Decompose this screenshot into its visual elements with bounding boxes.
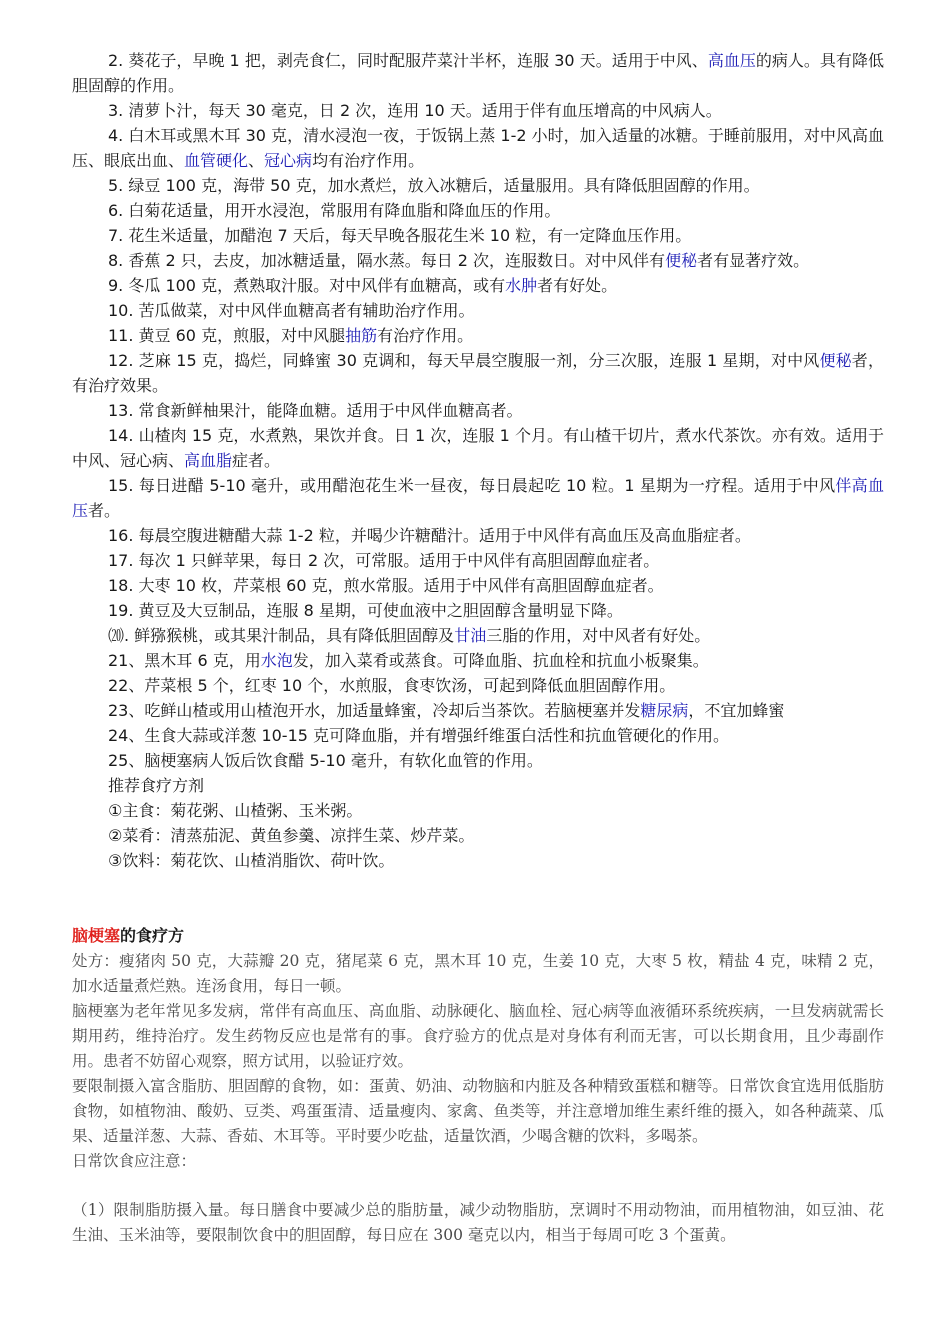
remedy-text: 有治疗作用。 [377,326,474,345]
remedy-item [72,523,884,548]
term-link[interactable]: 伴高血压 [72,476,884,520]
remedy-text: 16. 每晨空腹进糖醋大蒜 1-2 粒，并喝少许糖醋汁。适用于中风伴有高血压及高血脂症者。 [108,526,751,545]
remedy-text: 者，有治疗效果。 [72,351,884,395]
remedy-item [72,248,884,273]
recommend-item-drink: ③饮料：菊花饮、山楂消脂饮、荷叶饮。 [108,851,395,870]
document-page [72,48,884,1248]
remedy-text: 的病人。具有降低胆固醇的作用。 [72,51,884,95]
recommend-heading: 推荐食疗方剂 [108,776,205,795]
term-link[interactable]: 甘油 [454,626,487,645]
remedy-text: 三脂的作用，对中风者有好处。 [486,626,711,645]
section-title-rest: 的食疗方 [120,926,185,945]
remedy-text: 14. 山楂肉 15 克，水煮熟，果饮并食。日 1 次，连服 1 个月。有山楂干切片，煮水代茶饮。亦有效。适用于中风、冠心病、 [72,426,884,470]
remedy-item [72,173,884,198]
remedy-item [72,348,884,398]
diet-advice-paragraph: 要限制摄入富含脂肪、胆固醇的食物，如：蛋黄、奶油、动物脑和内脏及各种精致蛋糕和糖等。日常饮食宜选用低脂肪食物，如植物油、酸奶、豆类、鸡蛋蛋清、适量瘦肉、家禽、鱼类等，并注意增加维生素纤维的摄入，如各种蔬菜、瓜果、适量洋葱、大蒜、香茹、木耳等。平时要少吃盐，适量饮酒，少喝含糖的饮料，多喝茶。 [72,1077,884,1145]
remedy-item [72,98,884,123]
remedy-text: 13. 常食新鲜柚果汁，能降血糖。适用于中风伴血糖高者。 [108,401,523,420]
remedy-item [72,548,884,573]
remedy-item [72,573,884,598]
term-link[interactable]: 水肿 [505,276,538,295]
remedy-text: 、 [248,151,265,170]
remedy-item [72,673,884,698]
remedy-text: 症者。 [232,451,281,470]
recommend-item-dish: ②菜肴：清蒸茄泥、黄鱼参羹、凉拌生菜、炒芹菜。 [108,826,475,845]
remedy-item [72,723,884,748]
remedy-item [72,648,884,673]
term-link[interactable]: 便秘 [665,251,698,270]
remedy-text: 均有治疗作用。 [312,151,425,170]
prescription-paragraph: 处方：瘦猪肉 50 克，大蒜瓣 20 克，猪尾菜 6 克，黑木耳 10 克，生姜 10 克，大枣 5 枚，精盐 4 克，味精 2 克，加水适量煮烂熟。连汤食用，每日一顿。 [72,952,884,995]
remedy-text: 22、芹菜根 5 个，红枣 10 个，水煎服，食枣饮汤，可起到降低血胆固醇作用。 [108,676,676,695]
remedy-item [72,323,884,348]
remedy-item [72,398,884,423]
remedy-text: 24、生食大蒜或洋葱 10-15 克可降血脂，并有增强纤维蛋白活性和抗血管硬化的作用。 [108,726,730,745]
remedy-text: 12. 芝麻 15 克，捣烂，同蜂蜜 30 克调和，每天早晨空腹服一剂，分三次服，连服 1 星期，对中风 [108,351,820,370]
remedy-text: 9. 冬瓜 100 克，煮熟取汁服。对中风伴有血糖高，或有 [108,276,506,295]
remedy-text: 4. 白木耳或黑木耳 30 克，清水浸泡一夜，于饭锅上蒸 1-2 小时，加入适量的冰糖。于睡前服用，对中风高血压、眼底出血、 [72,126,884,170]
remedy-text: 18. 大枣 10 枚，芹菜根 60 克，煎水常服。适用于中风伴有高胆固醇血症者。 [108,576,664,595]
intro-paragraph: 脑梗塞为老年常见多发病，常伴有高血压、高血脂、动脉硬化、脑血栓、冠心病等血液循环系统疾病，一旦发病就需长期用药，维持治疗。发生药物反应也是常有的事。食疗验方的优点是对身体有利而无害，可以长期食用，且少毒副作用。患者不妨留心观察，照方试用，以验证疗效。 [72,1002,884,1070]
section-title-keyword[interactable]: 脑梗塞 [72,926,121,945]
remedy-item [72,423,884,473]
remedy-item [72,198,884,223]
term-link[interactable]: 抽筋 [345,326,378,345]
recommend-item-staple: ①主食：菊花粥、山楂粥、玉米粥。 [108,801,363,820]
remedy-text: ⒇. 鲜猕猴桃，或其果汁制品，具有降低胆固醇及 [108,626,455,645]
remedy-text: 17. 每次 1 只鲜苹果，每日 2 次，可常服。适用于中风伴有高胆固醇血症者。 [108,551,660,570]
daily-diet-heading: 日常饮食应注意： [72,1152,197,1170]
remedy-text: 者有显著疗效。 [697,251,810,270]
remedy-text: 者有好处。 [537,276,618,295]
remedy-text: 19. 黄豆及大豆制品，连服 8 星期，可使血液中之胆固醇含量明显下降。 [108,601,623,620]
remedy-item [72,698,884,723]
term-link[interactable]: 高血脂 [184,451,233,470]
remedy-text: 6. 白菊花适量，用开水浸泡，常服用有降血脂和降血压的作用。 [108,201,561,220]
term-link[interactable]: 高血压 [707,51,756,70]
remedy-text: 7. 花生米适量，加醋泡 7 天后，每天早晚各服花生米 10 粒，有一定降血压作用。 [108,226,692,245]
remedy-item [72,123,884,173]
term-link[interactable]: 血管硬化 [184,151,249,170]
remedy-item [72,473,884,523]
remedy-text: 25、脑梗塞病人饭后饮食醋 5-10 毫升，有软化血管的作用。 [108,751,543,770]
remedy-item [72,48,884,98]
remedy-text: 发，加入菜肴或蒸食。可降血脂、抗血栓和抗血小板聚集。 [292,651,709,670]
remedy-text: 2. 葵花子，早晚 1 把，剥壳食仁，同时配服芹菜汁半杯，连服 30 天。适用于中风、 [108,51,708,70]
term-link[interactable]: 便秘 [819,351,852,370]
remedy-text: 11. 黄豆 60 克，煎服，对中风腿 [108,326,346,345]
term-link[interactable]: 糖尿病 [640,701,689,720]
section-title [72,923,884,949]
remedy-item [72,623,884,648]
remedy-text: 5. 绿豆 100 克，海带 50 克，加水煮烂，放入冰糖后，适量服用。具有降低胆固醇的作用。 [108,176,760,195]
term-link[interactable]: 冠心病 [264,151,313,170]
remedy-text: 15. 每日进醋 5-10 毫升，或用醋泡花生米一昼夜，每日晨起吃 10 粒。1 星期为一疗程。适用于中风 [108,476,836,495]
remedy-item [72,273,884,298]
limit-fat-paragraph: （1）限制脂肪摄入量。每日膳食中要减少总的脂肪量，减少动物脂肪，烹调时不用动物油，而用植物油，如豆油、花生油、玉米油等，要限制饮食中的胆固醇，每日应在 300 毫克以内，相当于每周可吃 3 个蛋黄。 [72,1201,884,1244]
remedy-item [72,298,884,323]
remedy-text: 23、吃鲜山楂或用山楂泡开水，加适量蜂蜜，冷却后当茶饮。若脑梗塞并发 [108,701,641,720]
remedy-item [72,748,884,773]
remedy-text: 21、黑木耳 6 克，用 [108,651,261,670]
remedy-text: 3. 清萝卜汁，每天 30 毫克，日 2 次，连用 10 天。适用于伴有血压增高的中风病人。 [108,101,722,120]
remedy-text: 8. 香蕉 2 只，去皮，加冰糖适量，隔水蒸。每日 2 次，连服数日。对中风伴有 [108,251,666,270]
remedy-text: 者。 [88,501,121,520]
remedy-text: 10. 苦瓜做菜，对中风伴血糖高者有辅助治疗作用。 [108,301,475,320]
paragraph-gap [72,1174,884,1198]
remedy-list [72,48,884,773]
remedy-item [72,598,884,623]
section-spacer [72,873,884,923]
term-link[interactable]: 水泡 [260,651,293,670]
remedy-text: ，不宜加蜂蜜 [688,701,785,720]
remedy-item [72,223,884,248]
